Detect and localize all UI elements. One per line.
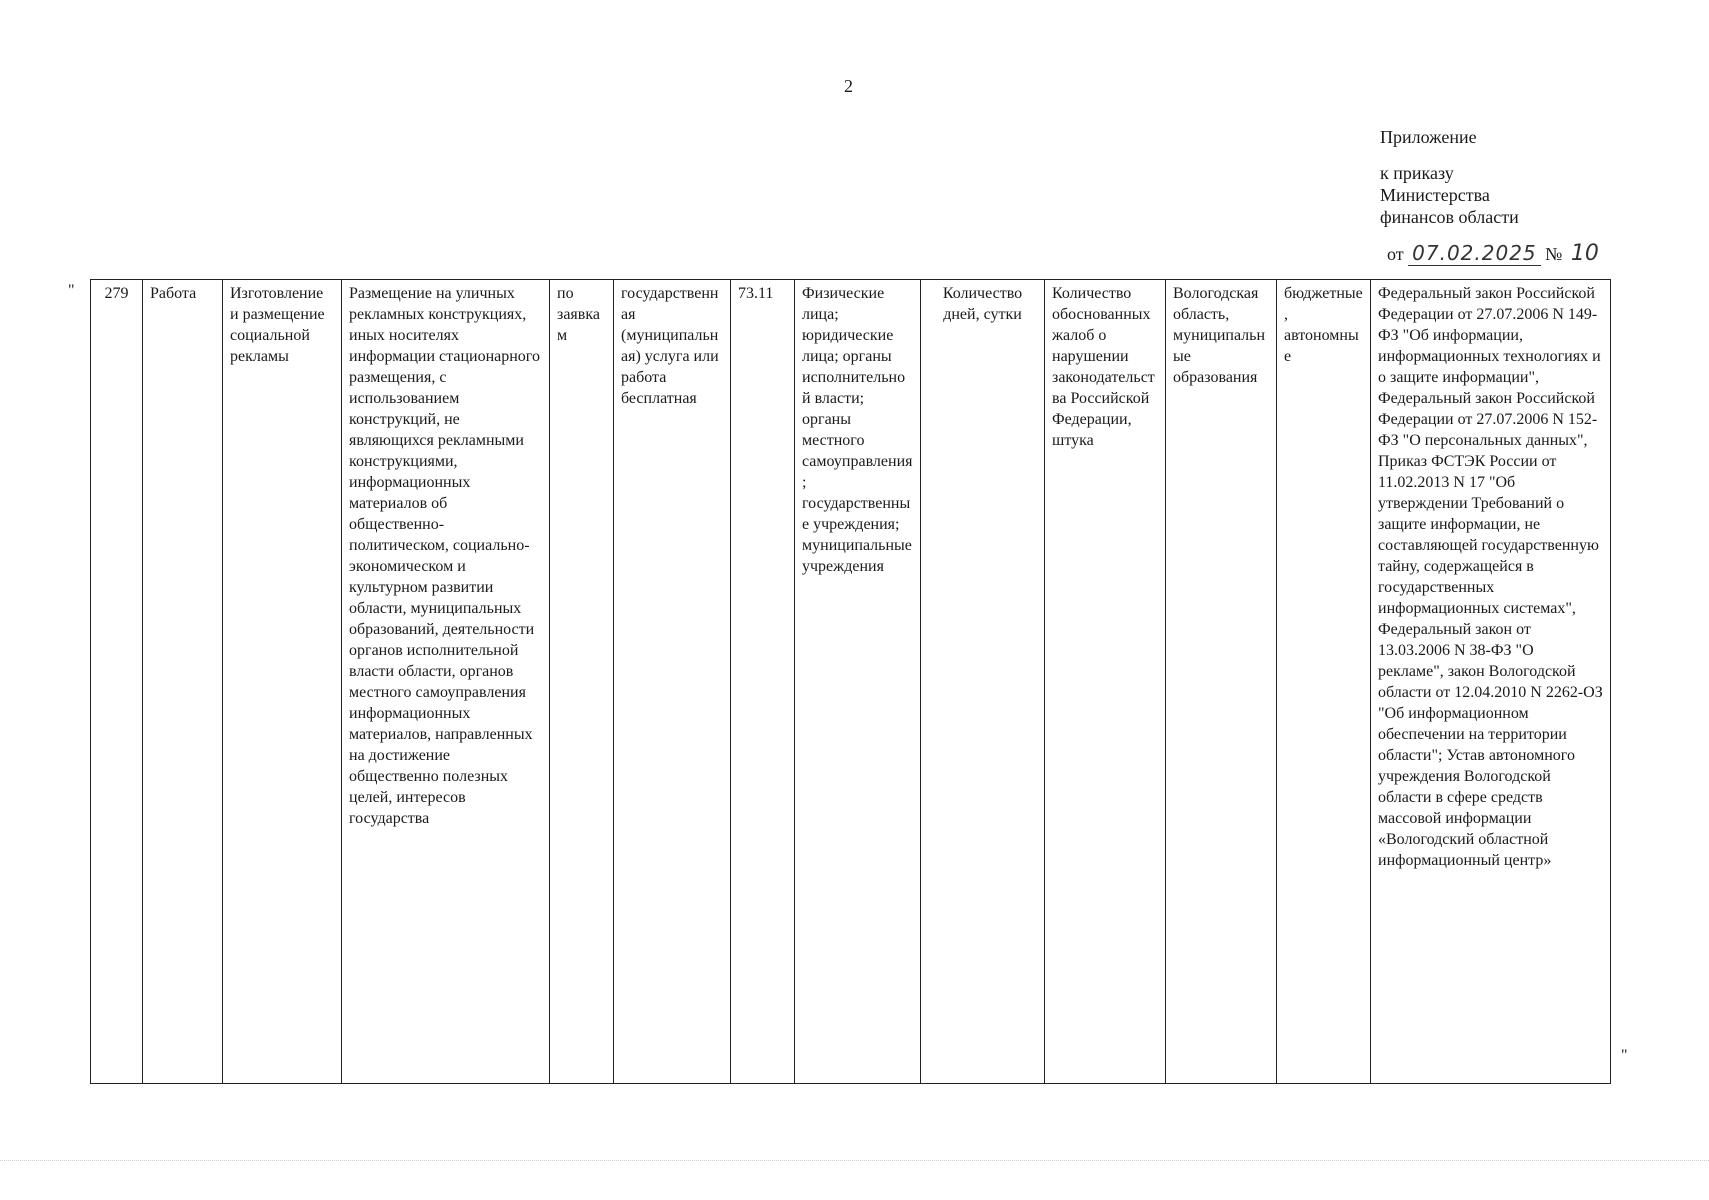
cell-quality: Количество обоснованных жалоб о нарушении законодательства Российской Федерации, штука	[1045, 280, 1166, 1084]
closing-quote: "	[1621, 1047, 1628, 1064]
cell-code: 73.11	[731, 280, 795, 1084]
cell-content: Размещение на уличных рекламных конструкциях, иных носителях информации стационарного размещения, с использованием конструкций, не являющихся рекламными конструкциями, информационных материалов об общественно-политическом, социально-экономическом и культурном развитии области, муниципальных образований, деятельности органов исполнительной власти области, органов местного самоуправления информационных материалов, направленных на достижение общественно полезных целей, интересов государства	[342, 280, 550, 1084]
cell-territory: Вологодская область, муниципальные образования	[1166, 280, 1277, 1084]
handwritten-date: 07.02.2025	[1408, 241, 1541, 266]
cell-consumers: Физические лица; юридические лица; органы исполнительной власти; органы местного самоуправления; государственные учреждения; муниципальные учреждения	[795, 280, 921, 1084]
appendix-title: Приложение	[1380, 127, 1477, 147]
cell-name: Изготовление и размещение социальной рекламы	[223, 280, 342, 1084]
appendix-line-ministry: Министерства	[1380, 185, 1490, 205]
scan-noise-divider	[0, 1160, 1709, 1171]
cell-service-kind: государственная (муниципальная) услуга или работа бесплатная	[614, 280, 731, 1084]
cell-institution-type: бюджетные, автономные	[1277, 280, 1371, 1084]
cell-volume: Количество дней, сутки	[921, 280, 1045, 1084]
page-number: 2	[844, 76, 853, 96]
number-prefix: №	[1545, 244, 1563, 264]
appendix-line-finance: финансов области	[1380, 207, 1519, 227]
cell-on-request: по заявкам	[550, 280, 614, 1084]
handwritten-number: 10	[1570, 241, 1599, 266]
appendix-header	[1380, 126, 1519, 228]
date-prefix: от	[1387, 244, 1404, 264]
opening-quote: "	[68, 282, 75, 299]
cell-legal-basis: Федеральный закон Российской Федерации от 27.07.2006 N 149-ФЗ "Об информации, информационных технологиях и о защите информации", Федеральный закон Российской Федерации от 27.07.2006 N 152-ФЗ "О персональных данных", Приказ ФСТЭК России от 11.02.2013 N 17 "Об утверждении Требований о защите информации, не составляющей государственную тайну, содержащейся в государственных информационных системах", Федеральный закон от 13.03.2006 N 38-ФЗ "О рекламе", закон Вологодской области от 12.04.2010 N 2262-ОЗ "Об информационном обеспечении на территории области"; Устав автономного учреждения Вологодской области в сфере средств массовой информации «Вологодский областной информационный центр»	[1371, 280, 1611, 1084]
table-row	[91, 280, 1611, 1084]
cell-type: Работа	[143, 280, 223, 1084]
order-date-line	[1387, 241, 1599, 266]
cell-number: 279	[91, 280, 143, 1084]
appendix-line-order: к приказу	[1380, 163, 1454, 183]
services-table	[90, 279, 1611, 1084]
